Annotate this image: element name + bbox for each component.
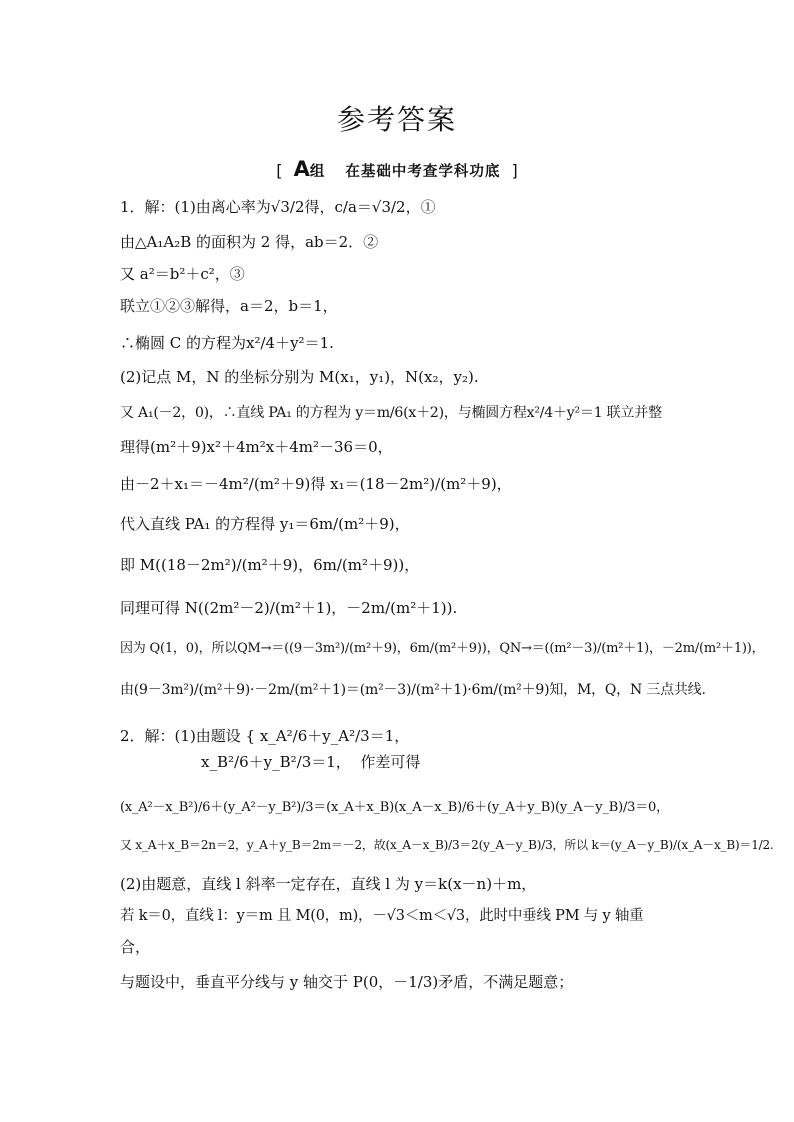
answer-line	[120, 835, 774, 855]
answer-line-text: 1．解：(1)由离心率为√3/2得，c/a＝√3/2，①	[120, 198, 436, 216]
answer-line-text: 理得(m²＋9)x²＋4m²x＋4m²－36＝0，	[120, 438, 393, 456]
answer-line-text: (x_A²－x_B²)/6＋(y_A²－y_B²)/3＝(x_A＋x_B)(x_A－x_B)/6＋(y_A＋y_B)(y_A－y_B)/3＝0，	[120, 800, 669, 815]
close-bracket: ]	[511, 161, 518, 180]
answer-line	[120, 232, 378, 252]
answer-line	[120, 972, 573, 992]
answer-line-text: 又 A₁(－2，0)，∴直线 PA₁ 的方程为 y＝m/6(x＋2)，与椭圆方程x²/4＋y²＝1 联立并整	[120, 405, 662, 421]
answer-line	[120, 437, 393, 457]
group-subtitle: 在基础中考查学科功底	[345, 164, 501, 180]
answer-line	[120, 474, 512, 494]
answer-line	[120, 555, 419, 575]
answer-line	[120, 639, 764, 659]
answer-line-text: 联立①②③解得，a＝2，b＝1，	[120, 297, 338, 315]
answer-line	[120, 598, 457, 618]
answer-line	[120, 296, 338, 316]
answer-line	[120, 752, 420, 772]
answer-line-text: 即 M((18－2m²)/(m²＋9)，6m/(m²＋9))，	[120, 556, 420, 574]
answer-line-text: x_B²/6＋y_B²/3＝1， 作差可得	[120, 753, 421, 771]
answer-line	[120, 197, 436, 217]
answer-line-text: 合，	[120, 938, 151, 956]
group-header	[0, 157, 794, 181]
answer-line-text: ∴椭圆 C 的方程为x²/4＋y²＝1.	[120, 334, 334, 352]
answer-line-text: 又 x_A＋x_B＝2n＝2，y_A＋y_B＝2m＝－2，故(x_A－x_B)/3＝2(y_A－y_B)/3，所以 k＝(y_A－y_B)/(x_A－x_B)＝1/2.	[120, 838, 774, 852]
open-bracket: [	[276, 161, 283, 180]
answer-line-text: 因为 Q(1，0)，所以QM→＝((9－3m²)/(m²＋9)，6m/(m²＋9))，QN→＝((m²－3)/(m²＋1)，－2m/(m²＋1))，	[120, 641, 765, 656]
answer-line	[120, 937, 150, 957]
group-letter: A	[293, 157, 310, 181]
page-title: 参考答案	[336, 103, 457, 136]
answer-line-text: 与题设中，垂直平分线与 y 轴交于 P(0，－1/3)矛盾，不满足题意；	[120, 973, 574, 991]
answer-line	[120, 403, 662, 423]
answer-line-text: 又 a²＝b²＋c²，③	[120, 265, 245, 283]
answer-line	[120, 333, 334, 353]
answer-line-text: 由(9－3m²)/(m²＋9)·－2m/(m²＋1)＝(m²－3)/(m²＋1)·6m/(m²＋9)知，M，Q，N 三点共线.	[120, 682, 706, 698]
answer-line	[120, 874, 536, 894]
group-label	[293, 157, 325, 181]
answer-line	[120, 264, 245, 284]
answer-line-text: 同理可得 N((2m²－2)/(m²＋1)，－2m/(m²＋1)).	[120, 599, 458, 617]
answer-line-text: (2)由题意，直线 l 斜率一定存在，直线 l 为 y＝k(x－n)＋m，	[120, 875, 537, 893]
answer-line	[120, 680, 706, 700]
answer-line	[120, 798, 669, 818]
answer-line-text: (2)记点 M，N 的坐标分别为 M(x₁，y₁)，N(x₂，y₂).	[120, 368, 479, 386]
answer-line-text: 由－2＋x₁＝－4m²/(m²＋9)得 x₁＝(18－2m²)/(m²＋9)，	[120, 475, 512, 493]
answer-line-text: 由△A₁A₂B 的面积为 2 得，ab＝2．②	[120, 233, 379, 251]
answer-line	[120, 514, 410, 534]
answer-line-text: 若 k＝0，直线 l：y＝m 且 M(0，m)，－√3＜m＜√3，此时中垂线 PM 与 y 轴重	[120, 908, 644, 924]
answer-line	[120, 367, 479, 387]
answer-line-text: 2．解：(1)由题设 { x_A²/6＋y_A²/3＝1，	[120, 727, 410, 745]
answer-line	[120, 906, 643, 926]
answer-line	[120, 726, 409, 746]
answer-line-text: 代入直线 PA₁ 的方程得 y₁＝6m/(m²＋9)，	[120, 515, 410, 533]
group-label-rest: 组	[309, 164, 325, 180]
